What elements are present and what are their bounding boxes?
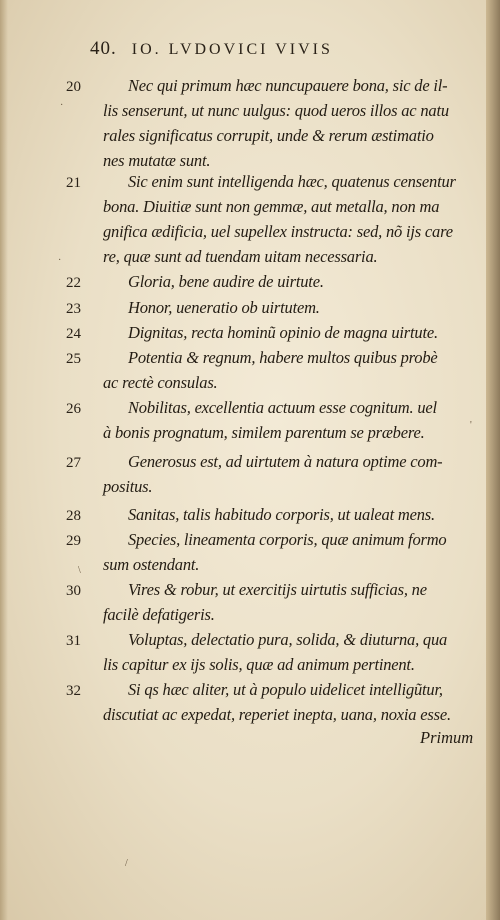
- text-line: rales significatus corrupit, unde & rerum æstimatio: [103, 126, 434, 145]
- text-line: Vires & robur, ut exercitijs uirtutis sufficias, ne: [128, 580, 427, 599]
- text-line: Species, lineamenta corporis, quæ animum formo: [128, 530, 447, 549]
- text-line: Dignitas, recta hominũ opinio de magna uirtute.: [128, 323, 438, 342]
- text-line: discutiat ac expedat, reperiet inepta, uana, noxia esse.: [103, 705, 451, 724]
- text-line: Nobilitas, excellentia actuum esse cognitum. uel: [128, 398, 437, 417]
- text-line: lis capitur ex ijs solis, quæ ad animum pertinent.: [103, 655, 415, 674]
- page-number: 40.: [90, 38, 117, 59]
- entry-number: 30: [66, 583, 81, 599]
- binding-gutter: [486, 0, 500, 920]
- entry-number: 26: [66, 401, 81, 417]
- catchword: Primum: [420, 728, 474, 747]
- book-page: 40. IO. LVDOVICI VIVIS 20 Nec qui primum hæc nuncupauere bona, sic de il- lis senserunt, ut nunc uulgus: quod ueros illos ac natu rales significatus corrupit, unde & rerum æstimatio nes mutatæ sunt. 21 Sic enim sunt intelligenda hæc, quatenus censentur bona. Diuitiæ sunt non gemmæ, aut metalla, non ma gnifica ædificia, uel supellex instructa: sed, nõ ijs care re, quæ sunt ad tuendam uitam necessaria. 22 Gloria, bene audire de uirtute. 23 Honor, ueneratio ob uirtutem. 24 Dignitas, recta hominũ opinio de magna uirtute. 25 Potentia & regnum, habere multos quibus probè ac rectè consulas. 26 Nobilitas, excellentia actuum esse cognitum. uel à bonis prognatum, similem parentum se præbere. 27 Generosus est, ad uirtutem à natura optime com- positus. 28 Sanitas, talis habitudo corporis, ut ualeat mens. 29 Species, lineamenta corporis, quæ animum formo sum ostendant. 30 Vires & robur, ut exercitijs uirtutis sufficias, ne facilè defatigeris. 31 Voluptas, delectatio pura, solida, & diuturna, qua lis capitur ex ijs solis, quæ ad animum pertinent. 32 Si qs hæc aliter, ut à populo uidelicet intelligũtur, discutiat ac expedat, reperiet inepta, uana, noxia esse. Primum · · \ ' /: [0, 0, 500, 920]
- entry-number: 25: [66, 351, 81, 367]
- page-edge-shadow: [0, 0, 8, 920]
- text-line: Sic enim sunt intelligenda hæc, quatenus censentur: [128, 172, 456, 191]
- entry-number: 24: [66, 326, 81, 342]
- text-line: Honor, ueneratio ob uirtutem.: [128, 298, 320, 317]
- text-line: Voluptas, delectatio pura, solida, & diuturna, qua: [128, 630, 448, 649]
- entry-number: 20: [66, 79, 81, 95]
- entry-number: 29: [66, 533, 81, 549]
- text-line: Potentia & regnum, habere multos quibus probè: [128, 348, 438, 367]
- text-line: gnifica ædificia, uel supellex instructa: sed, nõ ijs care: [103, 222, 453, 241]
- text-line: nes mutatæ sunt.: [103, 151, 211, 170]
- text-line: ac rectè consulas.: [103, 373, 218, 392]
- entry-number: 22: [66, 275, 81, 291]
- text-line: positus.: [103, 477, 153, 496]
- text-line: Sanitas, talis habitudo corporis, ut ualeat mens.: [128, 505, 435, 524]
- text-line: à bonis prognatum, similem parentum se præbere.: [103, 423, 425, 442]
- text-line: lis senserunt, ut nunc uulgus: quod ueros illos ac natu: [103, 101, 449, 120]
- text-line: bona. Diuitiæ sunt non gemmæ, aut metalla, non ma: [103, 197, 440, 216]
- entry-number: 27: [66, 455, 81, 471]
- entry-number: 31: [66, 633, 81, 649]
- running-title: IO. LVDOVICI VIVIS: [131, 41, 333, 58]
- running-header: [90, 38, 333, 60]
- entry-number: 32: [66, 683, 81, 699]
- text-line: re, quæ sunt ad tuendam uitam necessaria.: [103, 247, 378, 266]
- text-line: facilè defatigeris.: [103, 605, 215, 624]
- text-line: sum ostendant.: [103, 555, 200, 574]
- text-line: Gloria, bene audire de uirtute.: [128, 272, 324, 291]
- entry-number: 23: [66, 301, 81, 317]
- text-line: Generosus est, ad uirtutem à natura optime com-: [128, 452, 443, 471]
- entry-number: 21: [66, 175, 81, 191]
- entry-number: 28: [66, 508, 81, 524]
- text-line: Si qs hæc aliter, ut à populo uidelicet intelligũtur,: [128, 680, 443, 699]
- text-line: Nec qui primum hæc nuncupauere bona, sic de il-: [128, 76, 448, 95]
